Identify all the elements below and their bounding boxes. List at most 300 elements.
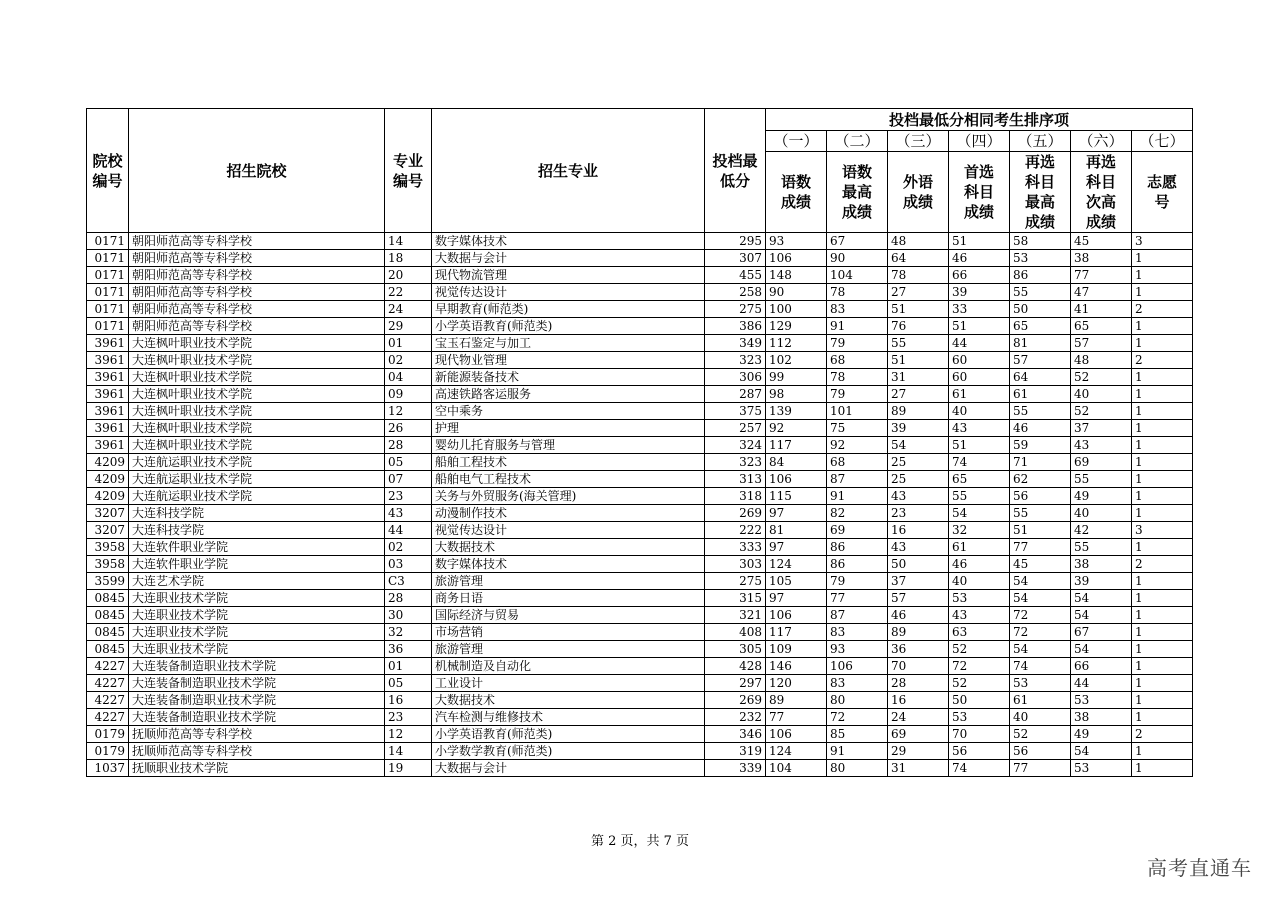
cell-score-chinese-math: 93 (766, 233, 827, 250)
cell-major-name: 机械制造及自动化 (432, 658, 705, 675)
cell-school-code: 4227 (87, 658, 129, 675)
cell-score-chinese-math-max: 104 (827, 267, 888, 284)
cell-min-score: 295 (705, 233, 766, 250)
cell-major-code: 22 (385, 284, 432, 301)
cell-score-foreign-language: 54 (888, 437, 949, 454)
cell-major-name: 数字媒体技术 (432, 233, 705, 250)
cell-score-foreign-language: 51 (888, 301, 949, 318)
cell-preference-number: 1 (1132, 454, 1193, 471)
cell-major-code: 09 (385, 386, 432, 403)
cell-score-elective-second: 38 (1071, 709, 1132, 726)
cell-school-code: 3961 (87, 437, 129, 454)
cell-score-foreign-language: 25 (888, 471, 949, 488)
cell-major-name: 护理 (432, 420, 705, 437)
cell-score-elective-second: 42 (1071, 522, 1132, 539)
cell-school-code: 4227 (87, 709, 129, 726)
cell-score-foreign-language: 48 (888, 233, 949, 250)
cell-school-code: 4209 (87, 488, 129, 505)
header-rank-group: 投档最低分相同考生排序项 (766, 109, 1193, 131)
cell-preference-number: 1 (1132, 369, 1193, 386)
cell-score-first-subject: 33 (949, 301, 1010, 318)
cell-score-first-subject: 53 (949, 590, 1010, 607)
cell-major-code: 12 (385, 403, 432, 420)
cell-score-foreign-language: 31 (888, 369, 949, 386)
cell-major-name: 船舶电气工程技术 (432, 471, 705, 488)
cell-score-elective-max: 62 (1010, 471, 1071, 488)
cell-score-elective-second: 40 (1071, 505, 1132, 522)
cell-min-score: 275 (705, 573, 766, 590)
cell-major-code: 12 (385, 726, 432, 743)
cell-score-chinese-math: 112 (766, 335, 827, 352)
cell-major-name: 动漫制作技术 (432, 505, 705, 522)
table-row (87, 488, 1193, 505)
table-row (87, 505, 1193, 522)
cell-school-name: 大连科技学院 (129, 522, 385, 539)
cell-preference-number: 1 (1132, 709, 1193, 726)
cell-score-first-subject: 46 (949, 556, 1010, 573)
cell-preference-number: 1 (1132, 539, 1193, 556)
cell-score-elective-max: 77 (1010, 539, 1071, 556)
header-rank-index: （二） (827, 131, 888, 152)
cell-score-chinese-math: 81 (766, 522, 827, 539)
cell-major-code: 26 (385, 420, 432, 437)
cell-score-elective-second: 54 (1071, 743, 1132, 760)
cell-min-score: 349 (705, 335, 766, 352)
cell-school-name: 大连软件职业学院 (129, 539, 385, 556)
table-row (87, 743, 1193, 760)
cell-min-score: 375 (705, 403, 766, 420)
header-rank-index: （四） (949, 131, 1010, 152)
cell-school-name: 大连枫叶职业技术学院 (129, 335, 385, 352)
cell-min-score: 305 (705, 641, 766, 658)
cell-min-score: 333 (705, 539, 766, 556)
cell-score-chinese-math-max: 86 (827, 539, 888, 556)
cell-major-code: 18 (385, 250, 432, 267)
cell-score-elective-second: 54 (1071, 641, 1132, 658)
cell-score-chinese-math: 97 (766, 505, 827, 522)
cell-score-chinese-math: 124 (766, 556, 827, 573)
cell-score-chinese-math-max: 87 (827, 607, 888, 624)
cell-score-first-subject: 43 (949, 607, 1010, 624)
table-row (87, 607, 1193, 624)
cell-major-name: 小学英语教育(师范类) (432, 318, 705, 335)
cell-score-elective-max: 72 (1010, 624, 1071, 641)
cell-score-elective-second: 67 (1071, 624, 1132, 641)
cell-preference-number: 1 (1132, 318, 1193, 335)
cell-major-code: 36 (385, 641, 432, 658)
cell-min-score: 455 (705, 267, 766, 284)
cell-min-score: 318 (705, 488, 766, 505)
cell-score-first-subject: 44 (949, 335, 1010, 352)
cell-score-elective-second: 54 (1071, 590, 1132, 607)
header-rank-label: 首选科目成绩 (949, 152, 1010, 233)
cell-school-name: 抚顺师范高等专科学校 (129, 743, 385, 760)
cell-score-chinese-math-max: 83 (827, 301, 888, 318)
cell-school-code: 4209 (87, 471, 129, 488)
cell-school-code: 0179 (87, 743, 129, 760)
cell-school-name: 大连职业技术学院 (129, 607, 385, 624)
cell-score-elective-max: 64 (1010, 369, 1071, 386)
cell-school-name: 大连枫叶职业技术学院 (129, 352, 385, 369)
cell-score-chinese-math-max: 91 (827, 488, 888, 505)
cell-major-code: 19 (385, 760, 432, 777)
cell-score-chinese-math: 97 (766, 590, 827, 607)
cell-score-first-subject: 43 (949, 420, 1010, 437)
table-row (87, 420, 1193, 437)
cell-score-first-subject: 65 (949, 471, 1010, 488)
cell-min-score: 315 (705, 590, 766, 607)
cell-score-chinese-math: 89 (766, 692, 827, 709)
cell-score-elective-max: 40 (1010, 709, 1071, 726)
cell-score-foreign-language: 55 (888, 335, 949, 352)
cell-score-elective-max: 55 (1010, 505, 1071, 522)
table-row (87, 386, 1193, 403)
header-rank-label: 再选科目最高成绩 (1010, 152, 1071, 233)
cell-school-code: 3958 (87, 556, 129, 573)
cell-school-code: 0845 (87, 590, 129, 607)
cell-score-elective-max: 61 (1010, 386, 1071, 403)
cell-major-code: 23 (385, 488, 432, 505)
cell-score-chinese-math: 146 (766, 658, 827, 675)
table-row (87, 539, 1193, 556)
table-row (87, 267, 1193, 284)
cell-score-chinese-math: 77 (766, 709, 827, 726)
header-rank-index: （五） (1010, 131, 1071, 152)
cell-score-chinese-math-max: 83 (827, 624, 888, 641)
cell-score-chinese-math: 106 (766, 607, 827, 624)
cell-major-name: 小学数学教育(师范类) (432, 743, 705, 760)
cell-score-foreign-language: 70 (888, 658, 949, 675)
cell-major-name: 现代物业管理 (432, 352, 705, 369)
cell-score-first-subject: 54 (949, 505, 1010, 522)
cell-score-first-subject: 51 (949, 318, 1010, 335)
cell-school-code: 0171 (87, 318, 129, 335)
table-row (87, 692, 1193, 709)
cell-major-code: 30 (385, 607, 432, 624)
cell-score-foreign-language: 36 (888, 641, 949, 658)
cell-score-foreign-language: 43 (888, 488, 949, 505)
cell-min-score: 303 (705, 556, 766, 573)
cell-score-elective-max: 59 (1010, 437, 1071, 454)
cell-score-first-subject: 74 (949, 454, 1010, 471)
cell-school-code: 0171 (87, 233, 129, 250)
cell-school-name: 朝阳师范高等专科学校 (129, 301, 385, 318)
cell-min-score: 232 (705, 709, 766, 726)
cell-major-code: C3 (385, 573, 432, 590)
cell-score-chinese-math: 109 (766, 641, 827, 658)
cell-major-name: 视觉传达设计 (432, 522, 705, 539)
cell-score-foreign-language: 27 (888, 284, 949, 301)
cell-preference-number: 2 (1132, 726, 1193, 743)
cell-score-elective-second: 49 (1071, 488, 1132, 505)
cell-score-chinese-math: 84 (766, 454, 827, 471)
cell-score-chinese-math-max: 85 (827, 726, 888, 743)
cell-score-elective-max: 65 (1010, 318, 1071, 335)
cell-score-first-subject: 72 (949, 658, 1010, 675)
cell-score-chinese-math-max: 67 (827, 233, 888, 250)
cell-min-score: 428 (705, 658, 766, 675)
cell-preference-number: 2 (1132, 352, 1193, 369)
header-rank-label: 志愿号 (1132, 152, 1193, 233)
cell-school-name: 朝阳师范高等专科学校 (129, 233, 385, 250)
cell-score-first-subject: 56 (949, 743, 1010, 760)
table-row (87, 556, 1193, 573)
cell-score-chinese-math-max: 86 (827, 556, 888, 573)
cell-score-chinese-math: 106 (766, 471, 827, 488)
cell-score-first-subject: 40 (949, 403, 1010, 420)
header-rank-label: 语数成绩 (766, 152, 827, 233)
cell-major-name: 数字媒体技术 (432, 556, 705, 573)
cell-school-name: 大连软件职业学院 (129, 556, 385, 573)
header-rank-index: （三） (888, 131, 949, 152)
cell-score-elective-second: 48 (1071, 352, 1132, 369)
cell-score-first-subject: 70 (949, 726, 1010, 743)
cell-score-elective-max: 86 (1010, 267, 1071, 284)
cell-score-chinese-math: 117 (766, 624, 827, 641)
cell-major-name: 旅游管理 (432, 573, 705, 590)
cell-preference-number: 2 (1132, 556, 1193, 573)
cell-score-chinese-math-max: 106 (827, 658, 888, 675)
header-major-name: 招生专业 (432, 109, 705, 233)
cell-score-foreign-language: 89 (888, 403, 949, 420)
cell-preference-number: 1 (1132, 250, 1193, 267)
cell-score-foreign-language: 27 (888, 386, 949, 403)
cell-major-name: 大数据技术 (432, 692, 705, 709)
cell-major-name: 视觉传达设计 (432, 284, 705, 301)
cell-major-name: 婴幼儿托育服务与管理 (432, 437, 705, 454)
cell-score-foreign-language: 51 (888, 352, 949, 369)
cell-school-code: 3961 (87, 403, 129, 420)
cell-score-foreign-language: 31 (888, 760, 949, 777)
cell-school-code: 3961 (87, 369, 129, 386)
cell-score-first-subject: 53 (949, 709, 1010, 726)
cell-preference-number: 2 (1132, 301, 1193, 318)
cell-score-chinese-math: 105 (766, 573, 827, 590)
cell-score-first-subject: 52 (949, 675, 1010, 692)
cell-score-foreign-language: 89 (888, 624, 949, 641)
cell-min-score: 269 (705, 692, 766, 709)
cell-score-chinese-math-max: 79 (827, 335, 888, 352)
cell-score-elective-max: 54 (1010, 590, 1071, 607)
table-row (87, 335, 1193, 352)
cell-score-foreign-language: 64 (888, 250, 949, 267)
cell-score-chinese-math-max: 80 (827, 692, 888, 709)
admission-score-table (86, 108, 1193, 777)
cell-score-elective-max: 57 (1010, 352, 1071, 369)
cell-preference-number: 1 (1132, 267, 1193, 284)
cell-score-chinese-math-max: 101 (827, 403, 888, 420)
cell-school-code: 0845 (87, 624, 129, 641)
cell-school-code: 0179 (87, 726, 129, 743)
cell-major-code: 28 (385, 437, 432, 454)
cell-major-name: 汽车检测与维修技术 (432, 709, 705, 726)
header-min-score: 投档最低分 (705, 109, 766, 233)
cell-min-score: 275 (705, 301, 766, 318)
cell-major-code: 02 (385, 352, 432, 369)
cell-score-first-subject: 40 (949, 573, 1010, 590)
cell-score-chinese-math: 124 (766, 743, 827, 760)
cell-preference-number: 1 (1132, 624, 1193, 641)
cell-score-chinese-math-max: 87 (827, 471, 888, 488)
cell-score-elective-second: 44 (1071, 675, 1132, 692)
cell-preference-number: 1 (1132, 692, 1193, 709)
cell-major-code: 43 (385, 505, 432, 522)
cell-score-elective-second: 77 (1071, 267, 1132, 284)
cell-min-score: 297 (705, 675, 766, 692)
cell-min-score: 339 (705, 760, 766, 777)
cell-school-name: 抚顺职业技术学院 (129, 760, 385, 777)
cell-score-elective-second: 55 (1071, 539, 1132, 556)
cell-preference-number: 3 (1132, 522, 1193, 539)
cell-preference-number: 1 (1132, 607, 1193, 624)
header-school-code: 院校编号 (87, 109, 129, 233)
cell-major-code: 14 (385, 743, 432, 760)
cell-score-first-subject: 46 (949, 250, 1010, 267)
cell-school-code: 3961 (87, 352, 129, 369)
cell-min-score: 346 (705, 726, 766, 743)
cell-school-name: 大连枫叶职业技术学院 (129, 420, 385, 437)
cell-major-name: 现代物流管理 (432, 267, 705, 284)
cell-preference-number: 1 (1132, 488, 1193, 505)
cell-school-name: 大连职业技术学院 (129, 590, 385, 607)
cell-score-chinese-math-max: 92 (827, 437, 888, 454)
cell-school-name: 朝阳师范高等专科学校 (129, 250, 385, 267)
cell-score-foreign-language: 24 (888, 709, 949, 726)
table-row (87, 437, 1193, 454)
cell-score-elective-second: 52 (1071, 369, 1132, 386)
cell-score-elective-second: 41 (1071, 301, 1132, 318)
cell-major-code: 03 (385, 556, 432, 573)
cell-preference-number: 1 (1132, 641, 1193, 658)
cell-major-name: 旅游管理 (432, 641, 705, 658)
cell-score-elective-second: 45 (1071, 233, 1132, 250)
cell-major-name: 国际经济与贸易 (432, 607, 705, 624)
cell-score-elective-max: 46 (1010, 420, 1071, 437)
cell-major-code: 24 (385, 301, 432, 318)
cell-min-score: 313 (705, 471, 766, 488)
table-row (87, 709, 1193, 726)
cell-min-score: 319 (705, 743, 766, 760)
cell-score-first-subject: 63 (949, 624, 1010, 641)
cell-major-name: 宝玉石鉴定与加工 (432, 335, 705, 352)
cell-min-score: 408 (705, 624, 766, 641)
cell-score-elective-max: 45 (1010, 556, 1071, 573)
cell-score-chinese-math: 106 (766, 250, 827, 267)
cell-score-chinese-math-max: 69 (827, 522, 888, 539)
table-row (87, 471, 1193, 488)
cell-score-foreign-language: 25 (888, 454, 949, 471)
cell-preference-number: 1 (1132, 505, 1193, 522)
header-rank-label: 外语成绩 (888, 152, 949, 233)
cell-score-chinese-math: 97 (766, 539, 827, 556)
cell-score-elective-second: 38 (1071, 250, 1132, 267)
table-row (87, 301, 1193, 318)
cell-preference-number: 1 (1132, 437, 1193, 454)
cell-score-elective-max: 55 (1010, 284, 1071, 301)
cell-min-score: 324 (705, 437, 766, 454)
cell-score-chinese-math-max: 78 (827, 369, 888, 386)
cell-min-score: 258 (705, 284, 766, 301)
cell-score-elective-max: 51 (1010, 522, 1071, 539)
cell-school-code: 0171 (87, 267, 129, 284)
header-rank-index: （七） (1132, 131, 1193, 152)
cell-score-foreign-language: 69 (888, 726, 949, 743)
cell-score-elective-max: 54 (1010, 641, 1071, 658)
cell-major-code: 05 (385, 675, 432, 692)
cell-score-foreign-language: 37 (888, 573, 949, 590)
cell-score-elective-max: 55 (1010, 403, 1071, 420)
cell-school-code: 0171 (87, 301, 129, 318)
cell-school-name: 大连装备制造职业技术学院 (129, 692, 385, 709)
cell-min-score: 321 (705, 607, 766, 624)
cell-score-elective-second: 49 (1071, 726, 1132, 743)
cell-preference-number: 1 (1132, 743, 1193, 760)
cell-major-name: 商务日语 (432, 590, 705, 607)
cell-school-name: 大连航运职业技术学院 (129, 454, 385, 471)
cell-school-name: 大连装备制造职业技术学院 (129, 675, 385, 692)
cell-score-elective-max: 53 (1010, 675, 1071, 692)
cell-score-foreign-language: 16 (888, 522, 949, 539)
cell-score-chinese-math-max: 79 (827, 573, 888, 590)
table-body (87, 233, 1193, 777)
cell-school-code: 1037 (87, 760, 129, 777)
cell-score-foreign-language: 29 (888, 743, 949, 760)
cell-score-elective-max: 52 (1010, 726, 1071, 743)
cell-score-elective-second: 65 (1071, 318, 1132, 335)
cell-score-elective-second: 53 (1071, 692, 1132, 709)
cell-score-foreign-language: 50 (888, 556, 949, 573)
cell-score-elective-max: 58 (1010, 233, 1071, 250)
cell-preference-number: 1 (1132, 386, 1193, 403)
cell-score-chinese-math: 102 (766, 352, 827, 369)
cell-preference-number: 1 (1132, 335, 1193, 352)
cell-score-chinese-math: 92 (766, 420, 827, 437)
cell-school-name: 抚顺师范高等专科学校 (129, 726, 385, 743)
cell-major-code: 20 (385, 267, 432, 284)
cell-school-name: 大连枫叶职业技术学院 (129, 437, 385, 454)
cell-score-chinese-math-max: 83 (827, 675, 888, 692)
table-row (87, 573, 1193, 590)
cell-school-code: 4227 (87, 675, 129, 692)
cell-score-chinese-math-max: 93 (827, 641, 888, 658)
cell-score-elective-second: 69 (1071, 454, 1132, 471)
cell-score-chinese-math-max: 68 (827, 454, 888, 471)
cell-score-first-subject: 50 (949, 692, 1010, 709)
cell-score-first-subject: 74 (949, 760, 1010, 777)
cell-major-name: 空中乘务 (432, 403, 705, 420)
cell-score-chinese-math-max: 68 (827, 352, 888, 369)
cell-preference-number: 1 (1132, 471, 1193, 488)
cell-score-elective-second: 52 (1071, 403, 1132, 420)
cell-score-elective-max: 53 (1010, 250, 1071, 267)
table-row (87, 641, 1193, 658)
cell-score-elective-max: 56 (1010, 488, 1071, 505)
cell-score-first-subject: 66 (949, 267, 1010, 284)
cell-school-code: 3207 (87, 505, 129, 522)
table-header (87, 109, 1193, 233)
cell-score-elective-second: 38 (1071, 556, 1132, 573)
table-row (87, 250, 1193, 267)
cell-min-score: 287 (705, 386, 766, 403)
table-row (87, 454, 1193, 471)
cell-major-code: 04 (385, 369, 432, 386)
cell-major-name: 小学英语教育(师范类) (432, 726, 705, 743)
cell-score-first-subject: 60 (949, 352, 1010, 369)
cell-score-elective-max: 50 (1010, 301, 1071, 318)
cell-major-code: 14 (385, 233, 432, 250)
cell-major-code: 16 (385, 692, 432, 709)
cell-major-code: 07 (385, 471, 432, 488)
